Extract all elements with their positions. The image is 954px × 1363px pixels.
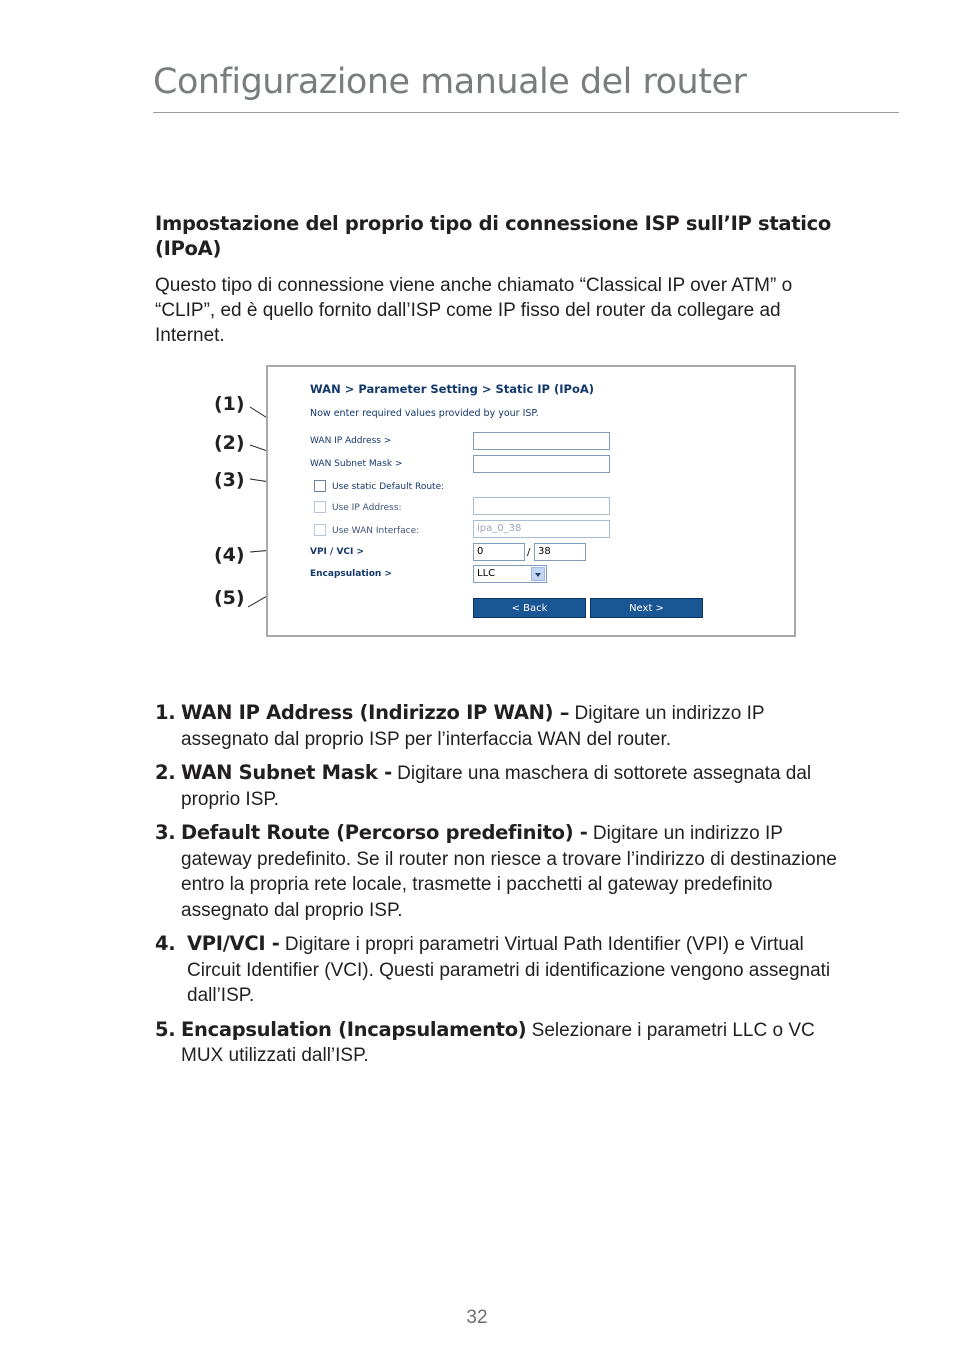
vci-input[interactable]: 38 bbox=[534, 543, 586, 561]
encapsulation-selected-value: LLC bbox=[477, 568, 496, 579]
list-item bbox=[155, 1017, 855, 1069]
item-term: Encapsulation (Incapsulamento) bbox=[181, 1017, 527, 1041]
item-term: VPI/VCI - bbox=[187, 932, 280, 955]
wan-subnet-label: WAN Subnet Mask > bbox=[310, 459, 403, 469]
use-ip-input[interactable] bbox=[473, 497, 610, 515]
list-item bbox=[155, 700, 855, 752]
callout-3: (3) bbox=[214, 469, 245, 491]
use-ip-label: Use IP Address: bbox=[332, 503, 402, 513]
item-text: Selezionare i parametri LLC o VC MUX utilizzati dall’ISP. bbox=[181, 1019, 815, 1066]
intro-paragraph: Questo tipo di connessione viene anche chiamato “Classical IP over ATM” o “CLIP”, ed è quello fornito dall’ISP come IP fisso del router da collegare ad Internet. bbox=[155, 275, 793, 346]
default-route-checkbox[interactable] bbox=[314, 480, 326, 492]
item-term: Default Route (Percorso predefinito) - bbox=[181, 821, 588, 844]
list-item bbox=[155, 760, 855, 812]
item-text: Digitare i propri parametri Virtual Path Identifier (VPI) e Virtual Circuit Identifier (VCI). Questi parametri di identificazione vengono assegnati dall’ISP. bbox=[187, 934, 831, 1006]
instruction-text: Now enter required values provided by your ISP. bbox=[310, 408, 539, 419]
default-route-label: Use static Default Route: bbox=[332, 482, 445, 492]
list-item bbox=[155, 931, 855, 1009]
title-divider bbox=[153, 112, 899, 113]
wan-subnet-input[interactable] bbox=[473, 455, 610, 473]
item-number: 2. bbox=[155, 761, 176, 784]
wan-breadcrumb: WAN > Parameter Setting > Static IP (IPoA) bbox=[310, 382, 595, 396]
callout-2: (2) bbox=[214, 432, 245, 454]
page-title: Configurazione manuale del router bbox=[153, 62, 747, 102]
item-text: Digitare un indirizzo IP assegnato dal proprio ISP per l’interfaccia WAN del router. bbox=[181, 703, 765, 750]
use-wan-radio[interactable] bbox=[314, 524, 326, 536]
section-heading: Impostazione del proprio tipo di connessione ISP sull’IP statico (IPoA) bbox=[155, 212, 831, 260]
back-button[interactable]: < Back bbox=[473, 598, 586, 618]
list-item bbox=[155, 820, 855, 923]
use-wan-label: Use WAN Interface: bbox=[332, 526, 420, 536]
item-number: 1. bbox=[155, 701, 176, 724]
wan-ip-label: WAN IP Address > bbox=[310, 436, 392, 446]
vpi-vci-separator: / bbox=[527, 547, 531, 558]
encapsulation-select[interactable] bbox=[473, 565, 547, 583]
page-number: 32 bbox=[466, 1307, 488, 1328]
next-button[interactable]: Next > bbox=[590, 598, 703, 618]
item-text: Digitare una maschera di sottorete assegnata dal proprio ISP. bbox=[181, 763, 812, 810]
callout-5: (5) bbox=[214, 587, 245, 609]
chevron-down-icon[interactable] bbox=[531, 567, 545, 581]
wan-ip-input[interactable] bbox=[473, 432, 610, 450]
router-config-screenshot bbox=[266, 365, 796, 637]
vpi-input[interactable]: 0 bbox=[473, 543, 525, 561]
encapsulation-label: Encapsulation > bbox=[310, 569, 392, 579]
field-descriptions-list bbox=[155, 700, 855, 1077]
use-wan-input[interactable]: ipa_0_38 bbox=[473, 520, 610, 538]
callout-1: (1) bbox=[214, 393, 245, 415]
callout-4: (4) bbox=[214, 544, 245, 566]
item-term: WAN IP Address (Indirizzo IP WAN) – bbox=[181, 701, 570, 724]
use-ip-radio[interactable] bbox=[314, 501, 326, 513]
item-term: WAN Subnet Mask - bbox=[181, 761, 392, 784]
vpi-vci-label: VPI / VCI > bbox=[310, 547, 365, 557]
item-number: 5. bbox=[155, 1017, 176, 1041]
item-text: Digitare un indirizzo IP gateway predefinito. Se il router non riesce a trovare l’indirizzo di destinazione entro la propria rete locale, trasmette i pacchetti al gateway predefinito assegnato dal proprio ISP. bbox=[181, 823, 837, 921]
item-number: 4. bbox=[155, 932, 176, 955]
item-number: 3. bbox=[155, 821, 176, 844]
